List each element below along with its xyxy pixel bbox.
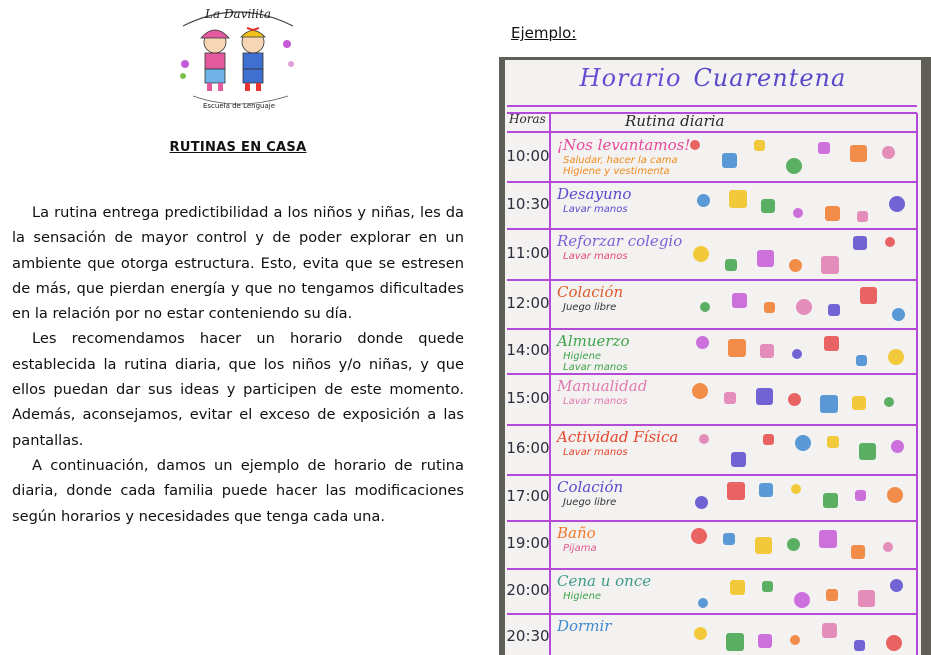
doodle-icon bbox=[730, 580, 745, 595]
kids-logo-illustration bbox=[163, 4, 313, 114]
schedule-sub-activity-2: Higiene y vestimenta bbox=[563, 166, 670, 177]
doodle-icon bbox=[855, 490, 866, 501]
schedule-time: 11:00 bbox=[506, 243, 550, 262]
doodle-icon bbox=[728, 339, 746, 357]
schedule-activity: ¡Nos levantamos! bbox=[557, 136, 691, 154]
doodle-icon bbox=[823, 493, 838, 508]
doodle-icon bbox=[697, 194, 710, 207]
col-routine-header: Rutina diaria bbox=[625, 112, 725, 130]
doodle-icon bbox=[755, 537, 772, 554]
row-divider bbox=[507, 228, 917, 230]
paragraph-2: Les recomendamos hacer un horario donde quede establecida la rutina diaria, que los niños y/o niñas, y que ellos puedan dar sus ideas y participen de este momento. Además, aconsejamos, evitar el exceso de exposición a las pantallas. bbox=[12, 330, 464, 449]
doodle-icon bbox=[891, 440, 904, 453]
doodle-icon bbox=[694, 627, 707, 640]
doodle-icon bbox=[826, 589, 838, 601]
schedule-time: 10:30 bbox=[506, 194, 550, 213]
schedule-time: 17:00 bbox=[506, 487, 550, 505]
doodle-icon bbox=[818, 142, 830, 154]
schedule-sub-activity: Pijama bbox=[563, 543, 597, 554]
doodle-icon bbox=[789, 259, 802, 272]
doodle-icon bbox=[792, 349, 802, 359]
row-divider bbox=[507, 328, 917, 330]
doodle-icon bbox=[760, 344, 774, 358]
schedule-title-2: Cuarentena bbox=[693, 64, 847, 92]
doodle-icon bbox=[698, 598, 708, 608]
schedule-activity: Manualidad bbox=[557, 377, 648, 395]
doodle-icon bbox=[858, 590, 875, 607]
schedule-time: 19:00 bbox=[506, 534, 550, 552]
doodle-icon bbox=[693, 246, 709, 262]
doodle-icon bbox=[888, 349, 904, 365]
doodle-icon bbox=[886, 635, 902, 651]
doodle-icon bbox=[727, 482, 745, 500]
school-logo bbox=[163, 4, 313, 114]
row-divider bbox=[507, 474, 917, 476]
doodle-icon bbox=[786, 158, 802, 174]
schedule-activity: Colación bbox=[557, 478, 624, 496]
doodle-icon bbox=[696, 336, 709, 349]
doodle-icon bbox=[819, 530, 837, 548]
doodle-icon bbox=[695, 496, 708, 509]
doodle-icon bbox=[793, 208, 803, 218]
doodle-icon bbox=[759, 483, 773, 497]
row-divider bbox=[507, 520, 917, 522]
schedule-paper bbox=[505, 60, 921, 655]
doodle-icon bbox=[788, 393, 801, 406]
doodle-icon bbox=[700, 302, 710, 312]
paragraph-1: La rutina entrega predictibilidad a los niños y niñas, les da la sensación de mayor control y de poder explorar en un ambiente que otorga estructura. Esto, evita que se estresen de más, que pierdan energía y que no tengamos dificultades en la relación por no estar conteniendo su día. bbox=[12, 204, 464, 323]
doodle-icon bbox=[892, 308, 905, 321]
schedule-sub-activity: Lavar manos bbox=[563, 396, 628, 407]
doodle-icon bbox=[725, 259, 737, 271]
doodle-icon bbox=[692, 383, 708, 399]
right-border bbox=[916, 113, 918, 655]
doodle-icon bbox=[699, 434, 709, 444]
schedule-sub-activity: Juego libre bbox=[563, 302, 617, 313]
row-divider bbox=[507, 613, 917, 615]
doodle-icon bbox=[822, 623, 837, 638]
schedule-time: 10:00 bbox=[506, 146, 550, 165]
doodle-icon bbox=[754, 140, 765, 151]
schedule-time: 12:00 bbox=[506, 293, 550, 312]
doodle-icon bbox=[763, 434, 774, 445]
doodle-icon bbox=[860, 287, 877, 304]
doodle-icon bbox=[726, 633, 744, 651]
doodle-icon bbox=[787, 538, 800, 551]
doodle-icon bbox=[854, 640, 865, 651]
doodle-icon bbox=[820, 395, 838, 413]
schedule-sub-activity-2: Lavar manos bbox=[563, 362, 628, 373]
schedule-activity: Desayuno bbox=[557, 185, 632, 203]
schedule-title-1: Horario bbox=[579, 64, 682, 92]
doodle-icon bbox=[729, 190, 747, 208]
doodle-icon bbox=[850, 145, 867, 162]
doodle-icon bbox=[757, 250, 774, 267]
doodle-icon bbox=[731, 452, 746, 467]
doodle-icon bbox=[890, 579, 903, 592]
doodle-icon bbox=[824, 336, 839, 351]
schedule-sub-activity: Lavar manos bbox=[563, 251, 628, 262]
doodle-icon bbox=[889, 196, 905, 212]
doodle-icon bbox=[859, 443, 876, 460]
row-divider bbox=[507, 279, 917, 281]
doodle-icon bbox=[885, 237, 895, 247]
row-divider bbox=[507, 373, 917, 375]
doodle-icon bbox=[724, 392, 736, 404]
schedule-title bbox=[505, 64, 921, 92]
schedule-time: 20:30 bbox=[506, 626, 550, 645]
schedule-time: 15:00 bbox=[506, 388, 550, 407]
doodle-icon bbox=[723, 533, 735, 545]
schedule-activity: Reforzar colegio bbox=[557, 232, 683, 250]
schedule-sub-activity: Saludar, hacer la cama bbox=[563, 155, 678, 166]
doodle-icon bbox=[791, 484, 801, 494]
logo-name: La Davilita bbox=[205, 7, 271, 21]
schedule-sub-activity: Higiene bbox=[563, 591, 602, 602]
example-label: Ejemplo: bbox=[511, 24, 577, 42]
doodle-icon bbox=[790, 635, 800, 645]
doodle-icon bbox=[887, 487, 903, 503]
doodle-icon bbox=[851, 545, 865, 559]
paragraph-3: A continuación, damos un ejemplo de horario de rutina diaria, donde cada familia puede hacer las modificaciones según horarios y necesidades que tenga cada una. bbox=[12, 456, 464, 525]
schedule-activity: Baño bbox=[557, 524, 596, 542]
doodle-icon bbox=[828, 304, 840, 316]
schedule-sub-activity: Lavar manos bbox=[563, 447, 628, 458]
schedule-time: 20:00 bbox=[506, 580, 550, 599]
doodle-icon bbox=[821, 256, 839, 274]
doodle-icon bbox=[796, 299, 812, 315]
row-divider bbox=[507, 568, 917, 570]
doodle-icon bbox=[794, 592, 810, 608]
doodle-icon bbox=[882, 146, 895, 159]
doodle-icon bbox=[857, 211, 868, 222]
schedule-sub-activity: Lavar manos bbox=[563, 204, 628, 215]
schedule-sub-activity: Juego libre bbox=[563, 497, 617, 508]
doodle-icon bbox=[762, 581, 773, 592]
schedule-time: 16:00 bbox=[506, 439, 550, 457]
doodle-icon bbox=[690, 140, 700, 150]
doodle-icon bbox=[764, 302, 775, 313]
doodle-icon bbox=[795, 435, 811, 451]
doodle-icon bbox=[827, 436, 839, 448]
schedule-photo bbox=[499, 57, 931, 655]
schedule-activity: Cena u once bbox=[557, 572, 652, 590]
row-divider bbox=[507, 424, 917, 426]
logo-subtitle: Escuela de Lenguaje bbox=[202, 102, 276, 110]
schedule-activity: Colación bbox=[557, 283, 624, 301]
doodle-icon bbox=[825, 206, 840, 221]
col-hours-header: Horas bbox=[509, 112, 546, 126]
document-body bbox=[12, 200, 464, 529]
doodle-icon bbox=[853, 236, 867, 250]
doodle-icon bbox=[758, 634, 772, 648]
schedule-sub-activity: Higiene bbox=[563, 351, 602, 362]
doodle-icon bbox=[756, 388, 773, 405]
schedule-activity: Dormir bbox=[557, 617, 612, 635]
doodle-icon bbox=[691, 528, 707, 544]
doodle-icon bbox=[732, 293, 747, 308]
schedule-activity: Actividad Física bbox=[557, 428, 679, 446]
doodle-icon bbox=[761, 199, 775, 213]
doodle-icon bbox=[884, 397, 894, 407]
header-bottom-line bbox=[507, 131, 917, 133]
doodle-icon bbox=[883, 542, 893, 552]
doodle-icon bbox=[852, 396, 866, 410]
document-title: RUTINAS EN CASA bbox=[169, 140, 307, 155]
title-underline bbox=[507, 105, 917, 107]
doodle-icon bbox=[856, 355, 867, 366]
schedule-time: 14:00 bbox=[506, 340, 550, 359]
row-divider bbox=[507, 181, 917, 183]
doodle-icon bbox=[722, 153, 737, 168]
schedule-activity: Almuerzo bbox=[557, 332, 630, 350]
